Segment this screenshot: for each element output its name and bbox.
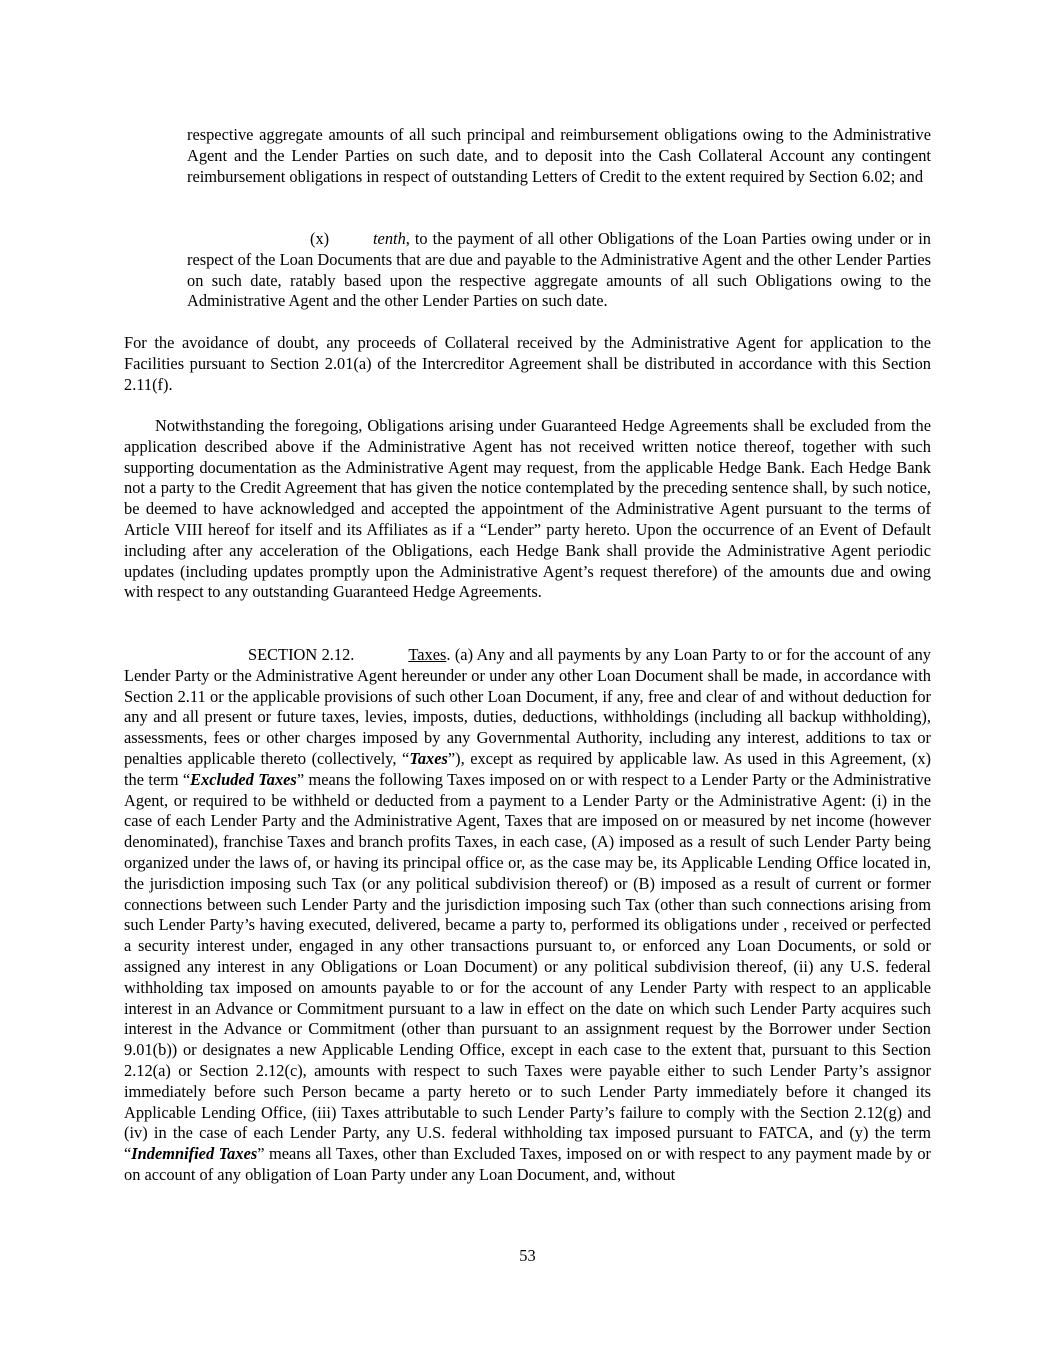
section-text-3: ” means the following Taxes imposed on or with respect to a Lender Party or the Administrative Agent, or required to be withheld or deducted from a payment to a Lender Party or the Administrative Agent: (i) in the case of each Lender Party and the Administrative Agent, Taxes that are imposed on or measured by net income (however denominated), franchise Taxes and branch profits Taxes, in each case, (A) imposed as a result of such Lender Party being organized under the laws of, or having its principal office or, as the case may be, its Applicable Lending Office located in, the jurisdiction imposing such Tax (or any political subdivision thereof) or (B) imposed as a result of current or former connections between such Lender Party and the jurisdiction imposing such Tax (other than such connections arising from such Lender Party’s having executed, delivered, became a party to, performed its obligations under , received or perfected a security interest under, engaged in any other transactions pursuant to, or enforced any Loan Documents, or sold or assigned any interest in any Obligations or Loan Document) or any political subdivision thereof, (ii) any U.S. federal withholding tax imposed on amounts payable to or for the account of any Lender Party with respect to an applicable interest in an Advance or Commitment pursuant to a law in effect on the date on which such Lender Party acquires such interest in the Advance or Commitment (other than pursuant to an assignment request by the Borrower under Section 9.01(b)) or designates a new Applicable Lending Office, except in each case to the extent that, pursuant to this Section 2.12(a) or Section 2.12(c), amounts with respect to such Taxes were payable either to such Lender Party’s assignor immediately before such Person became a party hereto or to such Lender Party immediately before it changed its Applicable Lending Office, (iii) Taxes attributable to such Lender Party’s failure to comply with the Section 2.12(g) and (iv) in the case of each Lender Party, any U.S. federal withholding tax imposed pursuant to FATCA, and (y) the term “	[124, 769, 931, 1164]
defined-term-indemnified-taxes: Indemnified Taxes	[131, 1144, 258, 1164]
paragraph-text: Notwithstanding the foregoing, Obligations arising under Guaranteed Hedge Agreements shall be excluded from the application described above if the Administrative Agent has not received written notice thereof, together with such supporting documentation as the Administrative Agent may request, from the applicable Hedge Bank. Each Hedge Bank not a party to the Credit Agreement that has given the notice contemplated by the preceding sentence shall, by such notice, be deemed to have acknowledged and accepted the appointment of the Administrative Agent pursuant to the terms of Article VIII hereof for itself and its Affiliates as if a “Lender” party hereto. Upon the occurrence of an Event of Default including after any acceleration of the Obligations, each Hedge Bank shall provide the Administrative Agent periodic updates (including updates promptly upon the Administrative Agent’s request therefore) of the amounts due and owing with respect to any outstanding Guaranteed Hedge Agreements.	[124, 416, 931, 602]
clause-marker: (x)	[310, 229, 330, 248]
section-label: SECTION 2.12.	[248, 645, 355, 664]
clause-lead: tenth	[373, 229, 406, 248]
paragraph-text: respective aggregate amounts of all such principal and reimbursement obligations owing to the Administrative Agent and the Lender Parties on such date, and to deposit into the Cash Collateral Account any contingent reimbursement obligations in respect of outstanding Letters of Credit to the extent required by Section 6.02; and	[187, 125, 931, 186]
paragraph-notwithstanding	[124, 416, 931, 603]
paragraph-avoidance-of-doubt	[124, 333, 931, 395]
defined-term-taxes: Taxes	[409, 748, 448, 768]
section-text-2: ”), except as required by applicable law. As used in this Agreement, (x) the term “	[124, 748, 931, 789]
paragraph-clause-x	[187, 229, 931, 312]
paragraph-section-2-12	[124, 645, 931, 1186]
section-heading: Taxes	[408, 645, 447, 664]
paragraph-continuation	[187, 125, 931, 187]
section-text-1: . (a) Any and all payments by any Loan Party to or for the account of any Lender Party or the Administrative Agent hereunder or under any other Loan Document shall be made, in accordance with Section 2.11 or the applicable provisions of such other Loan Document, if any, free and clear of and without deduction for any and all present or future taxes, levies, imposts, duties, deductions, withholdings (including all backup withholding), assessments, fees or other charges imposed by any Governmental Authority, including any interest, additions to tax or penalties applicable thereto (collectively, “	[124, 645, 931, 768]
defined-term-excluded-taxes: Excluded Taxes	[190, 769, 297, 789]
page-number: 53	[519, 1246, 536, 1265]
paragraph-text: For the avoidance of doubt, any proceeds of Collateral received by the Administrative Agent for application to the Facilities pursuant to Section 2.01(a) of the Intercreditor Agreement shall be distributed in accordance with this Section 2.11(f).	[124, 333, 931, 394]
section-text-4: ” means all Taxes, other than Excluded Taxes, imposed on or with respect to any payment made by or on account of any obligation of Loan Party under any Loan Document, and, without	[124, 1144, 931, 1184]
clause-text: , to the payment of all other Obligations of the Loan Parties owing under or in respect of the Loan Documents that are due and payable to the Administrative Agent and the other Lender Parties on such date, ratably based upon the respective aggregate amounts of all such Obligations owing to the Administrative Agent and the other Lender Parties on such date.	[187, 229, 931, 311]
